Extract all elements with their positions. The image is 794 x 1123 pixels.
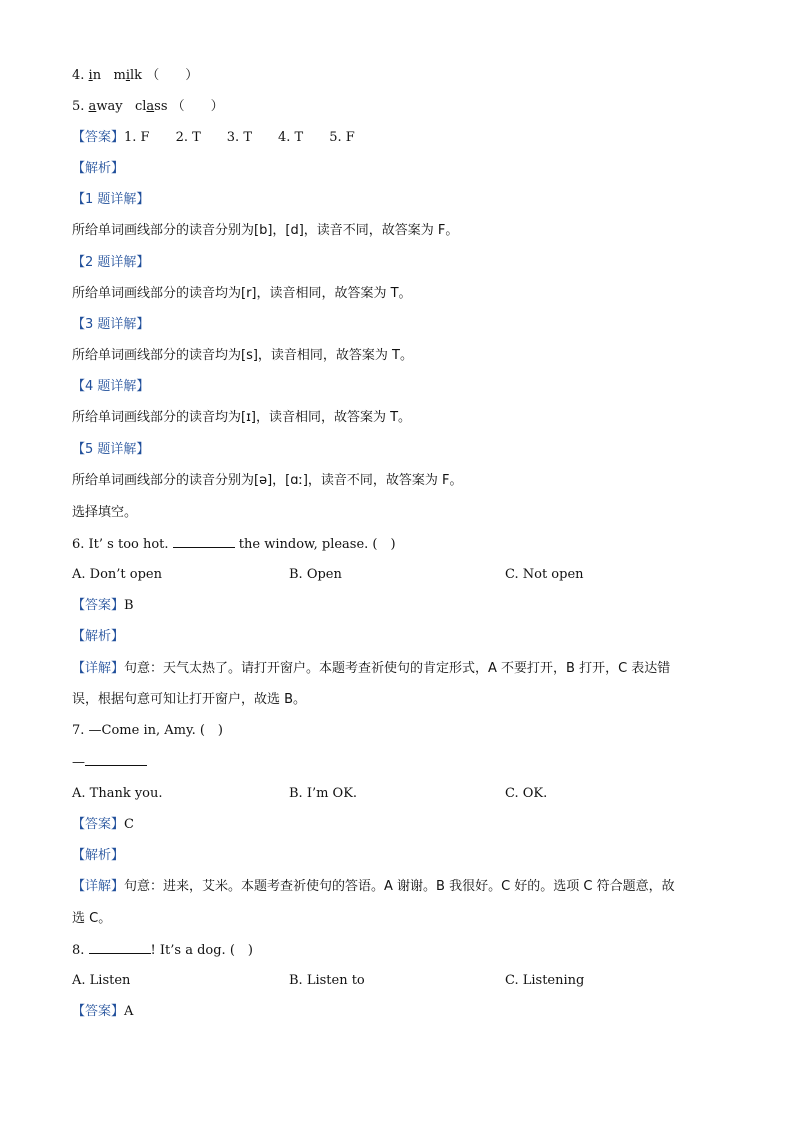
detail-4-heading: 【4 题详解】 bbox=[72, 379, 150, 394]
detail-1-text: 所给单词画线部分的读音分别为[b]，[d]，读音不同，故答案为 F。 bbox=[72, 223, 459, 238]
detail-text: 句意：天气太热了。请打开窗户。本题考查祈使句的肯定形式，A 不要打开，B 打开，C 表达错 bbox=[124, 661, 671, 676]
question-6-stem-end: the window, please. ( ) bbox=[234, 537, 396, 552]
word-milk: milk bbox=[113, 68, 143, 83]
question-7: 7. —Come in, Amy. ( ) bbox=[72, 723, 223, 738]
section-heading: 选择填空。 bbox=[72, 505, 138, 520]
option-a: A. Listen bbox=[72, 973, 131, 988]
word-in: in bbox=[88, 68, 102, 83]
answer-value: B bbox=[124, 598, 134, 613]
answer-line-6 bbox=[72, 597, 134, 615]
option-a: A. Don’t open bbox=[72, 567, 162, 582]
detail-2-heading: 【2 题详解】 bbox=[72, 255, 150, 270]
word-class: class bbox=[134, 99, 168, 114]
answer-text: 1. F 2. T 3. T 4. T 5. F bbox=[124, 130, 355, 145]
detail-3-heading: 【3 题详解】 bbox=[72, 317, 150, 332]
option-c: C. OK. bbox=[505, 786, 548, 801]
detail-6-line-1 bbox=[72, 660, 670, 678]
detail-3-text: 所给单词画线部分的读音均为[s]，读音相同，故答案为 T。 bbox=[72, 348, 413, 363]
analysis-heading: 【解析】 bbox=[72, 848, 125, 863]
detail-1-heading: 【1 题详解】 bbox=[72, 192, 150, 207]
question-8 bbox=[72, 941, 253, 960]
question-8-number: 8. bbox=[72, 943, 89, 958]
answer-paren: （ ） bbox=[171, 99, 224, 114]
answer-value: A bbox=[124, 1004, 134, 1019]
analysis-heading: 【解析】 bbox=[72, 629, 125, 644]
answer-tag: 【答案】 bbox=[72, 1004, 125, 1019]
answer-blank bbox=[85, 753, 147, 766]
detail-5-heading: 【5 题详解】 bbox=[72, 442, 150, 457]
detail-6-line-2: 误，根据句意可知让打开窗户，故选 B。 bbox=[72, 692, 307, 707]
question-8-stem: ! It’s a dog. ( ) bbox=[150, 943, 253, 958]
detail-4-text: 所给单词画线部分的读音均为[ɪ]，读音相同，故答案为 T。 bbox=[72, 410, 412, 425]
question-number: 5. bbox=[72, 99, 85, 114]
answer-paren: （ ） bbox=[146, 68, 199, 83]
option-c: C. Not open bbox=[505, 567, 584, 582]
question-6 bbox=[72, 535, 396, 554]
detail-7-line-1 bbox=[72, 878, 675, 896]
detail-2-text: 所给单词画线部分的读音均为[r]，读音相同，故答案为 T。 bbox=[72, 286, 412, 301]
option-b: B. I’m OK. bbox=[289, 786, 358, 801]
detail-tag: 【详解】 bbox=[72, 879, 125, 894]
detail-5-text: 所给单词画线部分的读音分别为[ə]，[ɑː]，读音不同，故答案为 F。 bbox=[72, 473, 463, 488]
answer-value: C bbox=[124, 817, 134, 832]
answer-blank bbox=[173, 535, 235, 548]
question-number: 4. bbox=[72, 68, 85, 83]
option-c: C. Listening bbox=[505, 973, 585, 988]
question-6-stem: 6. It’ s too hot. bbox=[72, 537, 173, 552]
question-5 bbox=[72, 98, 224, 116]
question-7-reply bbox=[72, 753, 147, 772]
detail-tag: 【详解】 bbox=[72, 661, 125, 676]
answer-blank bbox=[89, 941, 151, 954]
detail-7-line-2: 选 C。 bbox=[72, 911, 112, 926]
option-b: B. Listen to bbox=[289, 973, 365, 988]
answer-line-7 bbox=[72, 816, 134, 834]
analysis-heading: 【解析】 bbox=[72, 161, 125, 176]
answer-tag: 【答案】 bbox=[72, 130, 125, 145]
dash: — bbox=[72, 755, 85, 770]
word-away: away bbox=[88, 99, 123, 114]
answer-line-8 bbox=[72, 1003, 133, 1021]
option-b: B. Open bbox=[289, 567, 342, 582]
answer-line-1-5 bbox=[72, 129, 355, 147]
answer-tag: 【答案】 bbox=[72, 817, 125, 832]
detail-text: 句意：进来，艾米。本题考查祈使句的答语。A 谢谢。B 我很好。C 好的。选项 C 符合题意，故 bbox=[124, 879, 675, 894]
question-4 bbox=[72, 67, 198, 85]
option-a: A. Thank you. bbox=[72, 786, 163, 801]
answer-tag: 【答案】 bbox=[72, 598, 125, 613]
